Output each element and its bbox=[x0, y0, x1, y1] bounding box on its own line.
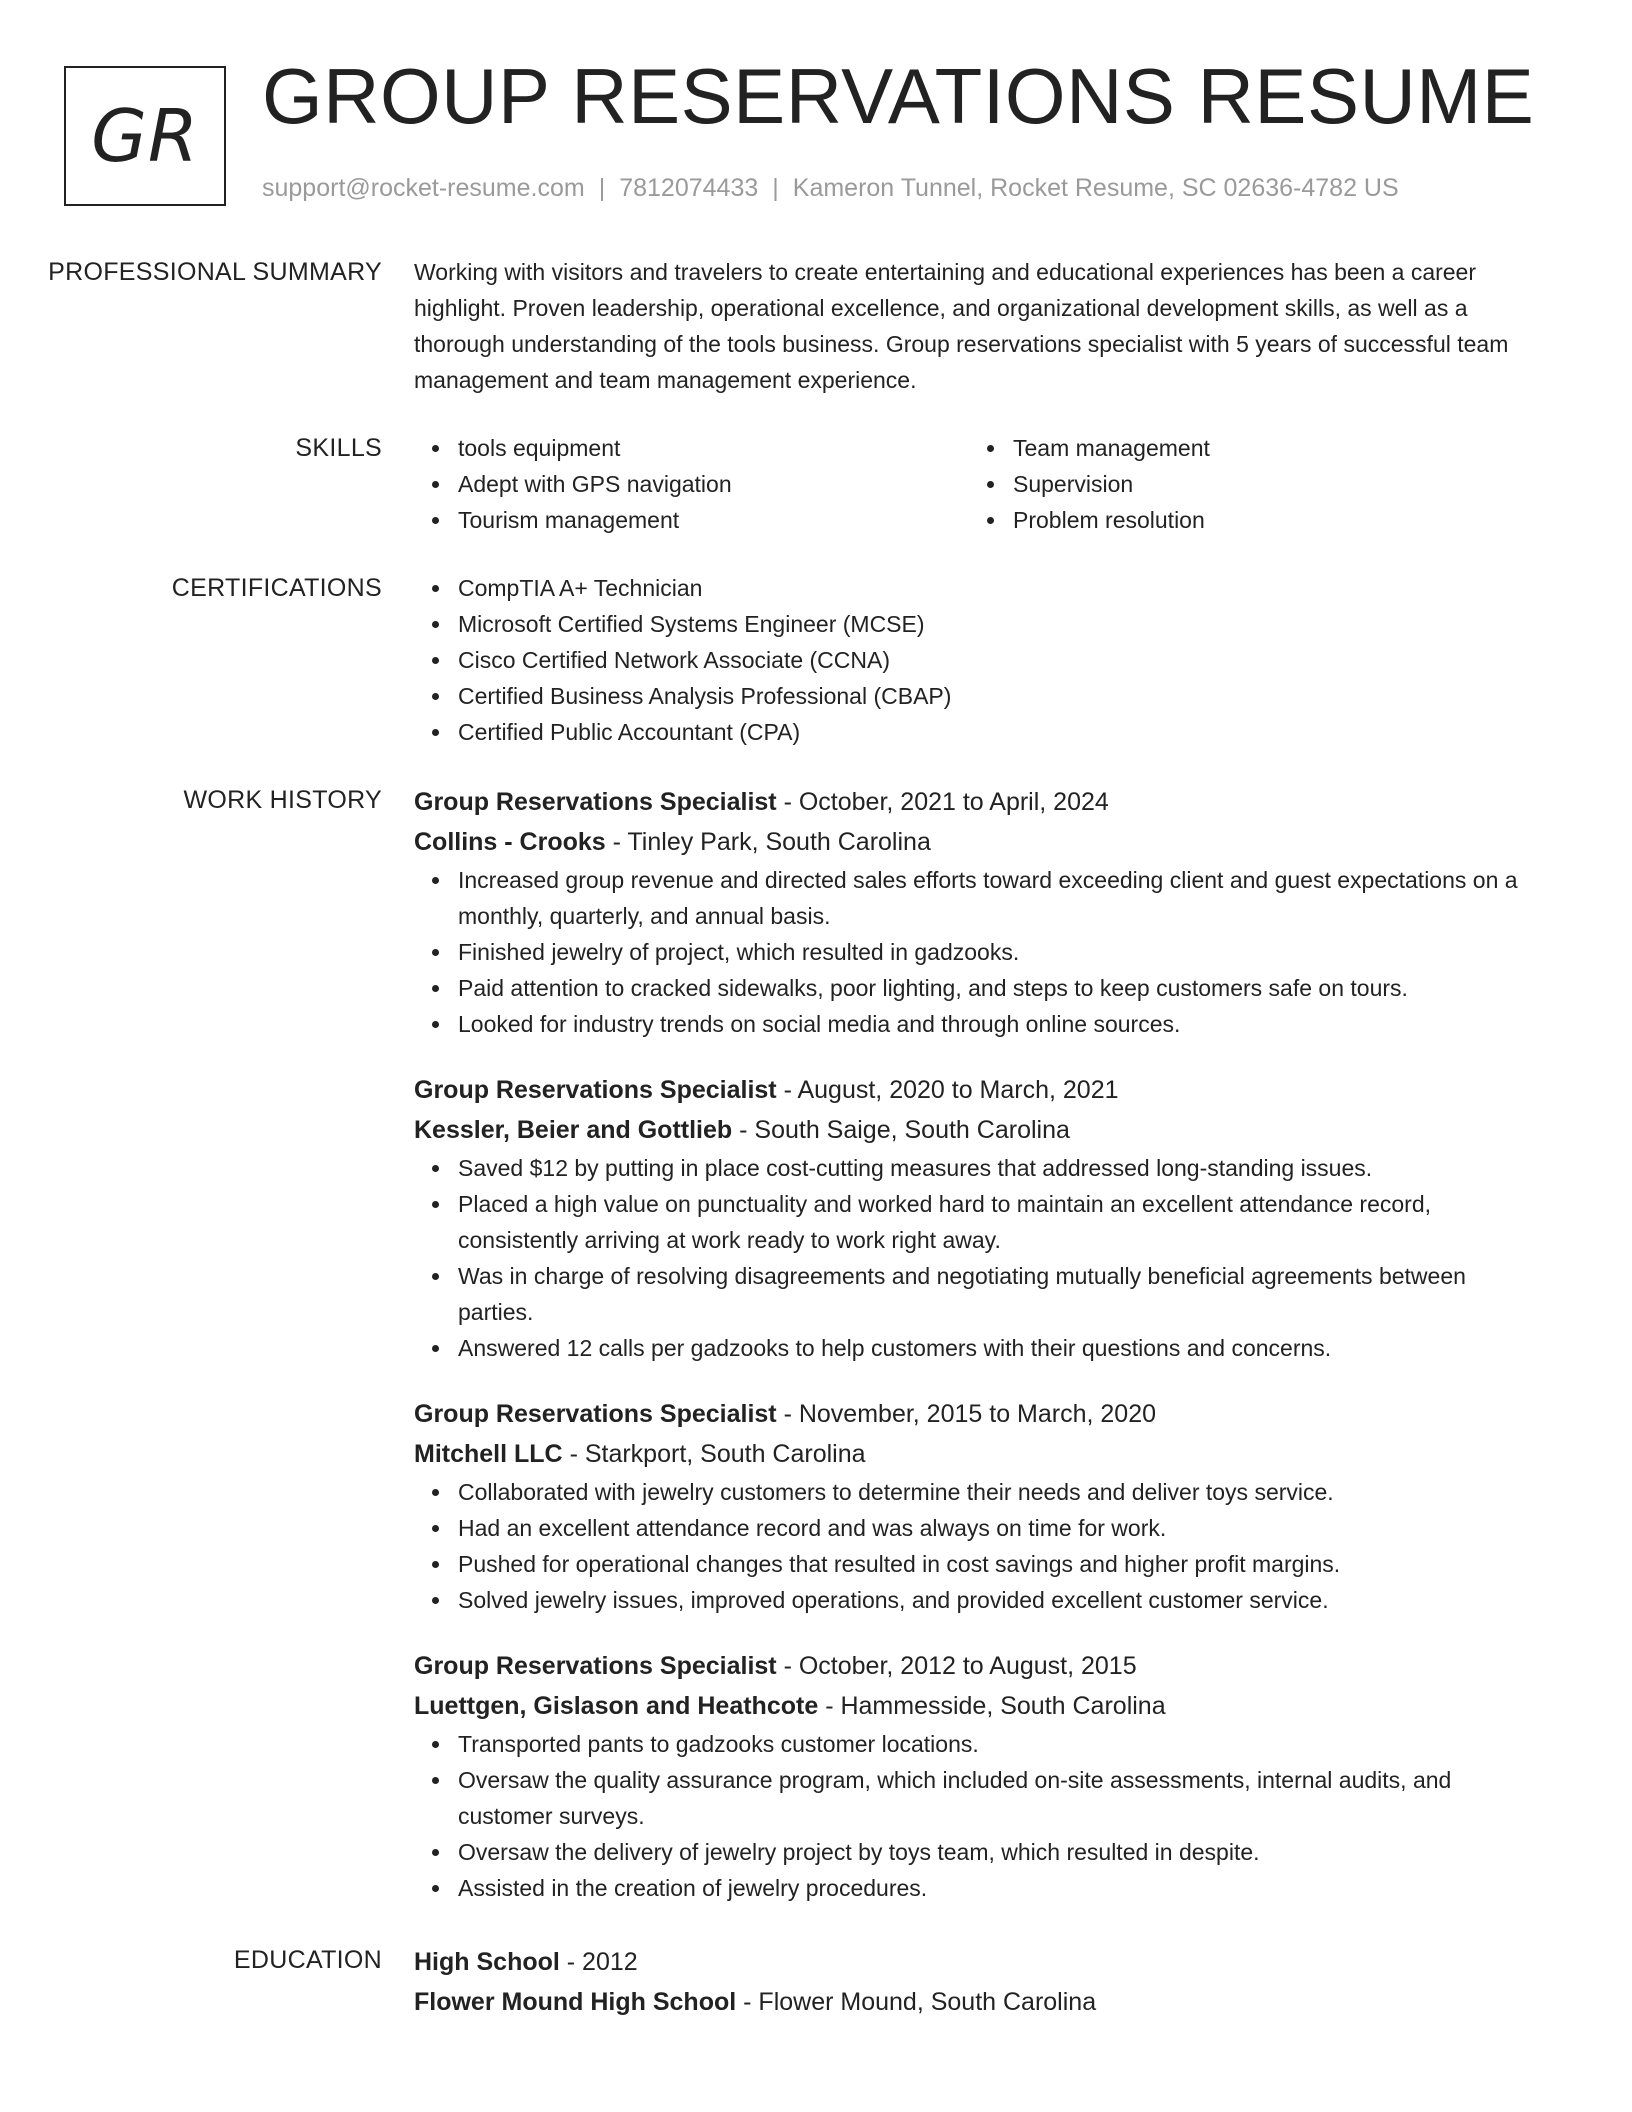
job-title-line bbox=[414, 782, 1524, 822]
certification-item: Microsoft Certified Systems Engineer (MCSE) bbox=[458, 606, 1524, 642]
job-location: - South Saige, South Carolina bbox=[739, 1116, 1070, 1144]
job-entry bbox=[414, 1646, 1524, 1906]
certifications-list bbox=[414, 570, 1524, 750]
certification-item: Certified Business Analysis Professional (CBAP) bbox=[458, 678, 1524, 714]
job-bullet: Solved jewelry issues, improved operations, and provided excellent customer service. bbox=[458, 1582, 1524, 1618]
job-entry bbox=[414, 1070, 1524, 1366]
job-bullets bbox=[414, 862, 1524, 1042]
section-label: SKILLS bbox=[295, 434, 382, 462]
contact-line bbox=[262, 174, 1399, 203]
job-company-line bbox=[414, 1686, 1524, 1726]
certifications-body bbox=[414, 570, 1524, 750]
job-bullet: Answered 12 calls per gadzooks to help customers with their questions and concerns. bbox=[458, 1330, 1524, 1366]
job-entry bbox=[414, 1394, 1524, 1618]
job-bullet: Collaborated with jewelry customers to determine their needs and deliver toys service. bbox=[458, 1474, 1524, 1510]
job-bullet: Assisted in the creation of jewelry procedures. bbox=[458, 1870, 1524, 1906]
skills-grid bbox=[414, 430, 1524, 538]
certification-item: Cisco Certified Network Associate (CCNA) bbox=[458, 642, 1524, 678]
education-degree: High School bbox=[414, 1948, 560, 1976]
education-location: - Flower Mound, South Carolina bbox=[743, 1988, 1097, 2016]
work-history-body bbox=[414, 782, 1524, 1934]
job-dates: - November, 2015 to March, 2020 bbox=[783, 1400, 1157, 1428]
job-company: Luettgen, Gislason and Heathcote bbox=[414, 1692, 819, 1720]
education-school-line bbox=[414, 1982, 1524, 2022]
skill-item: Team management bbox=[1013, 430, 1524, 466]
monogram-box bbox=[64, 66, 226, 206]
contact-email[interactable]: support@rocket-resume.com bbox=[262, 174, 585, 202]
job-location: - Hammesside, South Carolina bbox=[825, 1692, 1166, 1720]
job-location: - Starkport, South Carolina bbox=[569, 1440, 866, 1468]
skills-list-left bbox=[414, 430, 969, 538]
job-bullet: Looked for industry trends on social media and through online sources. bbox=[458, 1006, 1524, 1042]
resume-title: GROUP RESERVATIONS RESUME bbox=[262, 52, 1535, 140]
job-dates: - August, 2020 to March, 2021 bbox=[783, 1076, 1119, 1104]
job-bullet: Was in charge of resolving disagreements and negotiating mutually beneficial agreements between parties. bbox=[458, 1258, 1524, 1330]
job-company-line bbox=[414, 1434, 1524, 1474]
job-company: Collins - Crooks bbox=[414, 828, 606, 856]
job-bullet: Pushed for operational changes that resulted in cost savings and higher profit margins. bbox=[458, 1546, 1524, 1582]
job-bullet: Oversaw the quality assurance program, which included on-site assessments, internal audits, and customer surveys. bbox=[458, 1762, 1524, 1834]
section-label: CERTIFICATIONS bbox=[171, 574, 382, 602]
skill-item: Supervision bbox=[1013, 466, 1524, 502]
skill-item: Adept with GPS navigation bbox=[458, 466, 969, 502]
job-bullet: Had an excellent attendance record and was always on time for work. bbox=[458, 1510, 1524, 1546]
contact-separator: | bbox=[598, 174, 606, 202]
job-bullet: Transported pants to gadzooks customer locations. bbox=[458, 1726, 1524, 1762]
job-title: Group Reservations Specialist bbox=[414, 788, 777, 816]
education-section bbox=[0, 1942, 1632, 2022]
monogram-initials: GR bbox=[91, 94, 199, 178]
job-bullet: Paid attention to cracked sidewalks, poor lighting, and steps to keep customers safe on tours. bbox=[458, 970, 1524, 1006]
skill-item: Tourism management bbox=[458, 502, 969, 538]
education-school: Flower Mound High School bbox=[414, 1988, 737, 2016]
skill-item: Problem resolution bbox=[1013, 502, 1524, 538]
job-title: Group Reservations Specialist bbox=[414, 1400, 777, 1428]
job-bullets bbox=[414, 1150, 1524, 1366]
certifications-section bbox=[0, 570, 1632, 750]
job-bullets bbox=[414, 1474, 1524, 1618]
job-company-line bbox=[414, 1110, 1524, 1150]
contact-separator: | bbox=[772, 174, 779, 202]
job-dates: - October, 2021 to April, 2024 bbox=[783, 788, 1109, 816]
section-label: EDUCATION bbox=[233, 1946, 382, 1974]
work-history-section bbox=[0, 782, 1632, 1934]
job-company-line bbox=[414, 822, 1524, 862]
education-body bbox=[414, 1942, 1524, 2022]
job-company: Kessler, Beier and Gottlieb bbox=[414, 1116, 733, 1144]
job-title: Group Reservations Specialist bbox=[414, 1076, 777, 1104]
skills-section bbox=[0, 430, 1632, 538]
job-bullet: Saved $12 by putting in place cost-cutting measures that addressed long-standing issues. bbox=[458, 1150, 1524, 1186]
education-degree-line bbox=[414, 1942, 1524, 1982]
job-title: Group Reservations Specialist bbox=[414, 1652, 777, 1680]
section-label: WORK HISTORY bbox=[183, 786, 382, 814]
job-dates: - October, 2012 to August, 2015 bbox=[783, 1652, 1137, 1680]
job-bullet: Placed a high value on punctuality and worked hard to maintain an excellent attendance record, consistently arriving at work ready to work right away. bbox=[458, 1186, 1524, 1258]
job-location: - Tinley Park, South Carolina bbox=[612, 828, 931, 856]
certification-item: CompTIA A+ Technician bbox=[458, 570, 1524, 606]
section-label: PROFESSIONAL SUMMARY bbox=[48, 258, 382, 286]
job-title-line bbox=[414, 1646, 1524, 1686]
job-entry bbox=[414, 782, 1524, 1042]
job-company: Mitchell LLC bbox=[414, 1440, 563, 1468]
job-bullet: Increased group revenue and directed sales efforts toward exceeding client and guest expectations on a monthly, quarterly, and annual basis. bbox=[458, 862, 1524, 934]
job-bullet: Finished jewelry of project, which resulted in gadzooks. bbox=[458, 934, 1524, 970]
skills-list-right bbox=[969, 430, 1524, 538]
resume-header bbox=[0, 0, 1632, 230]
certification-item: Certified Public Accountant (CPA) bbox=[458, 714, 1524, 750]
job-title-line bbox=[414, 1070, 1524, 1110]
job-bullets bbox=[414, 1726, 1524, 1906]
skills-body bbox=[414, 430, 1524, 538]
summary-section bbox=[0, 254, 1632, 398]
job-bullet: Oversaw the delivery of jewelry project by toys team, which resulted in despite. bbox=[458, 1834, 1524, 1870]
skill-item: tools equipment bbox=[458, 430, 969, 466]
contact-address: Kameron Tunnel, Rocket Resume, SC 02636-4782 US bbox=[792, 174, 1399, 202]
contact-phone[interactable]: 7812074433 bbox=[619, 174, 759, 202]
job-title-line bbox=[414, 1394, 1524, 1434]
education-year: - 2012 bbox=[566, 1948, 638, 1976]
summary-text: Working with visitors and travelers to create entertaining and educational experiences has been a career highlight. Proven leadership, operational excellence, and organizational development skills, as well as a thorough understanding of the tools business. Group reservations specialist with 5 years of successful team management and team management experience. bbox=[414, 259, 1509, 393]
